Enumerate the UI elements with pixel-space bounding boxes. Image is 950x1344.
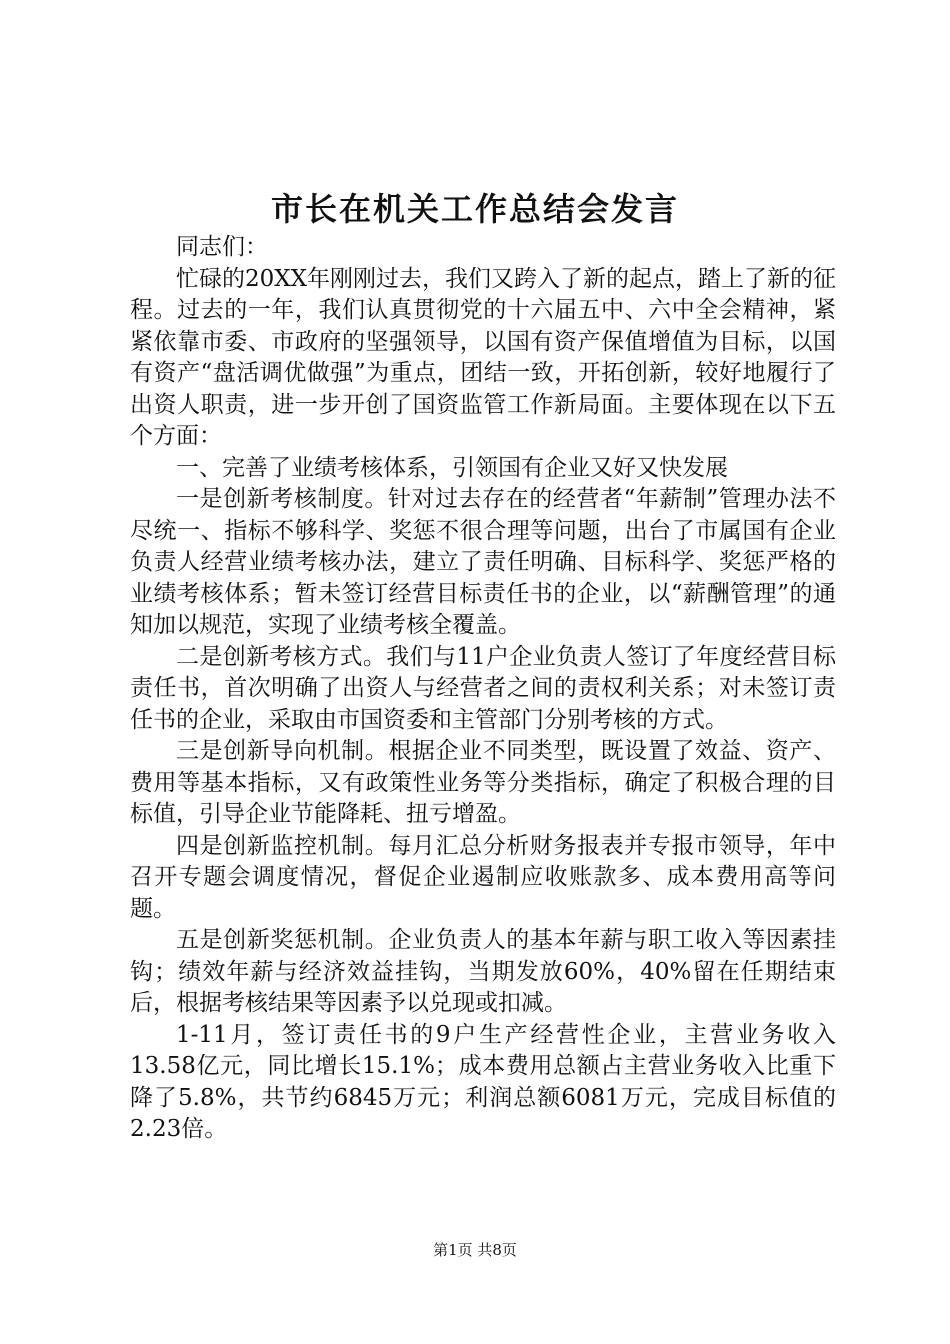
document-body [130,232,836,1146]
salutation: 同志们： [176,234,268,260]
paragraph-item-4: 四是创新监控机制。每月汇总分析财务报表并专报市领导，年中召开专题会调度情况，督促企业遏制应收账款多、成本费用高等问题。 [130,832,836,922]
paragraph-item-3: 三是创新导向机制。根据企业不同类型，既设置了效益、资产、费用等基本指标，又有政策性业务等分类指标，确定了积极合理的目标值，引导企业节能降耗、扭亏增盈。 [130,738,836,827]
paragraph-item-2: 二是创新考核方式。我们与11户企业负责人签订了年度经营目标责任书，首次明确了出资人与经营者之间的责权利关系；对未签订责任书的企业，采取由市国资委和主管部门分别考核的方式。 [130,643,836,733]
section-heading: 一、完善了业绩考核体系，引领国有企业又好又快发展 [176,454,728,481]
page-number: 第1页 共8页 [433,1241,517,1259]
paragraph-results: 1-11月，签订责任书的9户生产经营性企业，主营业务收入13.58亿元，同比增长15.1%；成本费用总额占主营业务收入比重下降了5.8%，共节约6845万元；利润总额6081万元，完成目标值的2.23倍。 [130,1021,836,1142]
document-title: 市长在机关工作总结会发言 [270,190,679,228]
paragraph-intro: 忙碌的20XX年刚刚过去，我们又跨入了新的起点，踏上了新的征程。过去的一年，我们认真贯彻党的十六届五中、六中全会精神，紧紧依靠市委、市政府的坚强领导，以国有资产保值增值为目标，以国有资产“盘活调优做强”为重点，团结一致，开拓创新，较好地履行了出资人职责，进一步开创了国资监管工作新局面。主要体现在以下五个方面： [130,265,837,449]
paragraph-item-5: 五是创新奖惩机制。企业负责人的基本年薪与职工收入等因素挂钩；绩效年薪与经济效益挂钩，当期发放60%，40%留在任期结束后，根据考核结果等因素予以兑现或扣减。 [130,927,836,1016]
paragraph-item-1: 一是创新考核制度。针对过去存在的经营者“年薪制”管理办法不尽统一、指标不够科学、奖惩不很合理等问题，出台了市属国有企业负责人经营业绩考核办法，建立了责任明确、目标科学、奖惩严格的业绩考核体系；暂未签订经营目标责任书的企业，以“薪酬管理”的通知加以规范，实现了业绩考核全覆盖。 [130,486,836,638]
